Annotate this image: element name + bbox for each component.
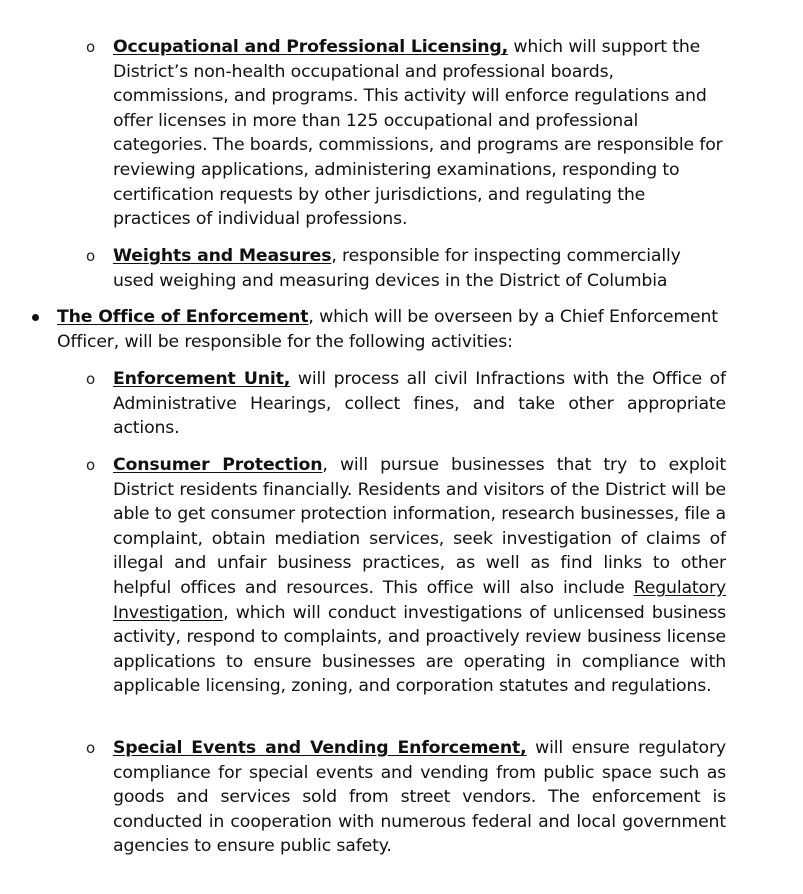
item-heading: The Office of Enforcement [57,307,309,327]
regulatory-investigation-text: Regulatory Investigation [113,577,726,623]
list-item-occupational-licensing [86,35,726,232]
item-heading: Consumer Protection [113,455,323,475]
hollow-bullet-icon: o [86,38,96,56]
item-body: will process all civil Infractions with the Office of Administrative Hearings, collect fines, and take other appropriate actions. [113,369,726,439]
paragraph [113,736,726,859]
paragraph [113,35,726,232]
paragraph [57,305,726,354]
item-heading: Weights and Measures [113,246,332,266]
hollow-bullet-icon: o [86,739,96,757]
item-body: , responsible for inspecting commercially used weighing and measuring devices in the District of Columbia [113,246,681,291]
item-body: , will pursue businesses that try to exploit District residents financially. Residents and visitors of the District will be able to get consumer protection information, research businesses, file a complaint, obtain mediation services, seek investigation of claims of illegal and unfair business practices, as well as find links to other helpful offices and resources. This office will also include [113,455,726,598]
item-body: which will support the District’s non-health occupational and professional boards, commissions, and programs. This activity will enforce regulations and offer licenses in more than 125 occupational and professional categories. The boards, commissions, and programs are responsible for reviewing applications, administering examinations, responding to certification requests by other jurisdictions, and regulating the practices of individual professions. [113,37,723,230]
hollow-bullet-icon: o [86,456,96,474]
list-item-enforcement-unit [86,367,726,441]
hollow-bullet-icon: o [86,247,96,265]
item-body-continued: , which will conduct investigations of unlicensed business activity, respond to complaints, and proactively review business license applications to ensure businesses are operating in compliance with applicable licensing, zoning, and corporation statutes and regulations. [113,602,726,697]
hollow-bullet-icon: o [86,370,96,388]
paragraph [113,453,726,699]
item-heading: Occupational and Professional Licensing, [113,37,509,57]
bullet-icon [32,314,39,321]
list-item-weights-measures [86,244,726,293]
item-body: , which will be overseen by a Chief Enforcement Officer, will be responsible for the following activities: [57,307,718,352]
item-heading: Special Events and Vending Enforcement, [113,738,527,758]
paragraph [113,367,726,441]
list-item-office-of-enforcement [30,305,726,354]
list-item-special-events-vending [86,736,726,859]
item-heading: Enforcement Unit, [113,369,291,389]
list-item-consumer-protection [86,453,726,699]
item-body: will ensure regulatory compliance for special events and vending from public space such as goods and services sold from street vendors. The enforcement is conducted in cooperation with numerous federal and local government agencies to ensure public safety. [113,738,726,857]
paragraph [113,244,726,293]
